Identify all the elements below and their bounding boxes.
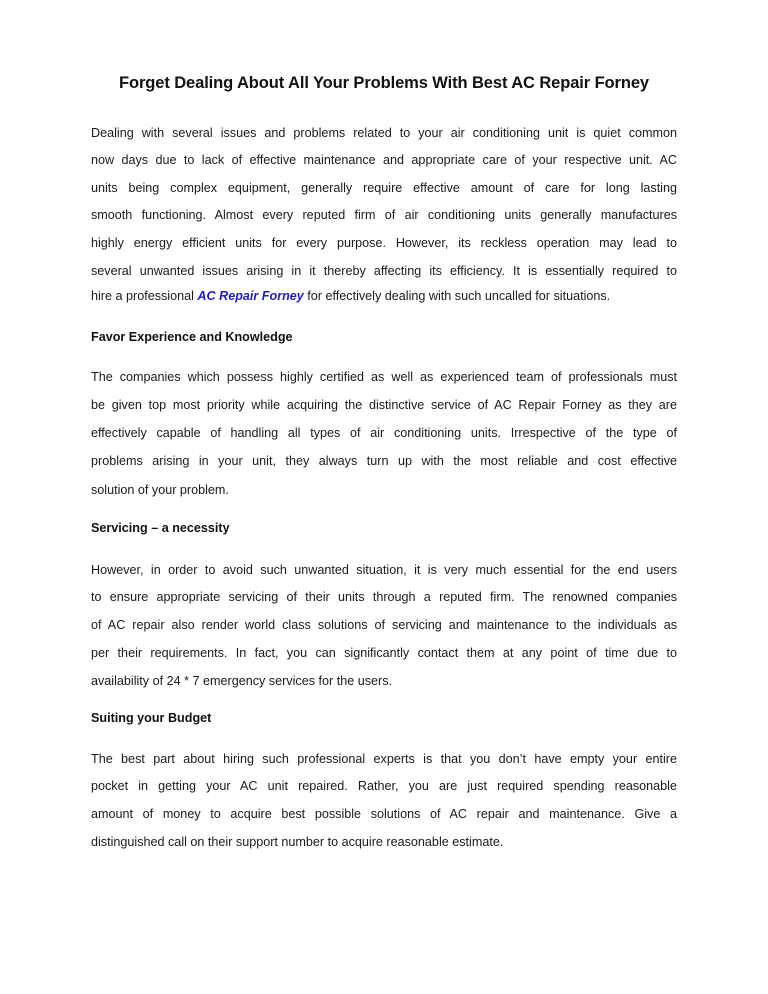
section-line: be given top most priority while acquiring the distinctive service of AC Repair Forney as they are (91, 398, 677, 412)
intro-line: several unwanted issues arising in it thereby affecting its efficiency. It is essentially required to (91, 264, 677, 278)
intro-text-before-link: hire a professional (91, 289, 198, 303)
section-line: problems arising in your unit, they always turn up with the most reliable and cost effective (91, 454, 677, 468)
intro-line: smooth functioning. Almost every reputed firm of air conditioning units generally manufactures (91, 208, 677, 222)
section-line: distinguished call on their support number to acquire reasonable estimate. (91, 835, 504, 849)
intro-text-after-link: for effectively dealing with such uncalled for situations. (303, 289, 611, 303)
document-title: Forget Dealing About All Your Problems With Best AC Repair Forney (119, 74, 649, 92)
section-line: The best part about hiring such professional experts is that you don’t have empty your entire (91, 752, 677, 766)
section-line: to ensure appropriate servicing of their units through a reputed firm. The renowned companies (91, 590, 677, 604)
section-line: amount of money to acquire best possible solutions of AC repair and maintenance. Give a (91, 807, 677, 821)
ac-repair-forney-link[interactable]: AC Repair Forney (197, 289, 304, 303)
section-line: of AC repair also render world class solutions of servicing and maintenance to the individuals as (91, 618, 677, 632)
section-line: However, in order to avoid such unwanted situation, it is very much essential for the end users (91, 563, 677, 577)
section-line: effectively capable of handling all types of air conditioning units. Irrespective of the type of (91, 426, 677, 440)
section-line: pocket in getting your AC unit repaired. Rather, you are just required spending reasonable (91, 779, 677, 793)
intro-line: now days due to lack of effective maintenance and appropriate care of your respective unit. AC (91, 153, 677, 167)
section-heading: Favor Experience and Knowledge (91, 330, 293, 344)
section-heading: Suiting your Budget (91, 711, 212, 725)
intro-line: Dealing with several issues and problems related to your air conditioning unit is quiet common (91, 126, 677, 140)
section-line: availability of 24 * 7 emergency services for the users. (91, 674, 392, 688)
section-line: The companies which possess highly certified as well as experienced team of professionals must (91, 370, 677, 384)
section-line: per their requirements. In fact, you can significantly contact them at any point of time due to (91, 646, 677, 660)
intro-line: highly energy efficient units for every purpose. However, its reckless operation may lead to (91, 236, 677, 250)
section-heading: Servicing – a necessity (91, 521, 230, 535)
intro-line: units being complex equipment, generally require effective amount of care for long lasting (91, 181, 677, 195)
intro-last-line (91, 287, 677, 305)
section-line: solution of your problem. (91, 483, 229, 497)
